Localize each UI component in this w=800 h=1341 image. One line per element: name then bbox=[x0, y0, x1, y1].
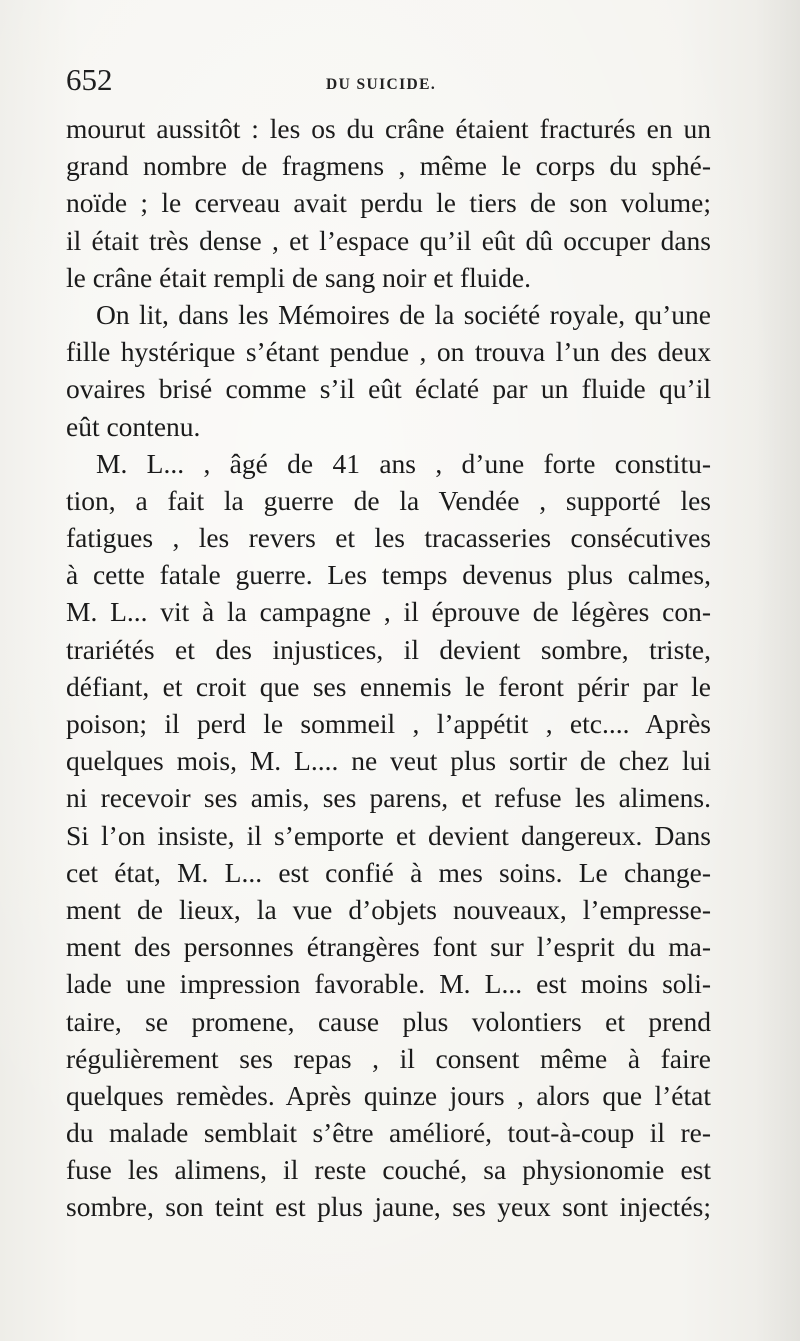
text-line: il était très dense , et l’espace qu’il eût dû occuper dans bbox=[66, 224, 711, 256]
text-line: quelques remèdes. Après quinze jours , alors que l’état bbox=[66, 1079, 711, 1111]
text-line: ment de lieux, la vue d’objets nouveaux, l’empresse- bbox=[66, 893, 711, 925]
text-line: du malade semblait s’être amélioré, tout-à-coup il re- bbox=[66, 1117, 711, 1149]
text-line: grand nombre de fragmens , même le corps du sphé- bbox=[66, 150, 711, 182]
text-line: lade une impression favorable. M. L... est moins soli- bbox=[66, 968, 711, 1000]
body-text bbox=[66, 110, 711, 1226]
text-line: tion, a fait la guerre de la Vendée , supporté les bbox=[66, 484, 711, 516]
text-line: M. L... vit à la campagne , il éprouve de légères con- bbox=[66, 596, 711, 628]
text-line: mourut aussitôt : les os du crâne étaient fracturés en un bbox=[66, 113, 711, 144]
page-number: 652 bbox=[66, 62, 113, 97]
text-line: régulièrement ses repas , il consent même à faire bbox=[66, 1042, 711, 1074]
text-line: taire, se promene, cause plus volontiers et prend bbox=[66, 1005, 711, 1037]
text-line: trariétés et des injustices, il devient sombre, triste, bbox=[66, 633, 711, 665]
paragraph-start-line: On lit, dans les Mémoires de la société royale, qu’une bbox=[96, 298, 711, 330]
text-line: fatigues , les revers et les tracasseries consécutives bbox=[66, 522, 711, 554]
text-line: eût contenu. bbox=[66, 410, 201, 442]
paragraph-start-line: M. L... , âgé de 41 ans , d’une forte constitu- bbox=[96, 447, 711, 479]
text-line: ovaires brisé comme s’il eût éclaté par un fluide qu’il bbox=[66, 373, 711, 405]
page-edge-shadow bbox=[755, 0, 800, 1341]
text-line: sombre, son teint est plus jaune, ses yeux sont injectés; bbox=[66, 1191, 711, 1223]
running-head: DU SUICIDE. bbox=[326, 76, 437, 93]
text-line: fuse les alimens, il reste couché, sa physionomie est bbox=[66, 1154, 711, 1186]
text-line: fille hystérique s’étant pendue , on trouva l’un des deux bbox=[66, 336, 711, 368]
text-line: cet état, M. L... est confié à mes soins. Le change- bbox=[66, 856, 711, 888]
text-line: noïde ; le cerveau avait perdu le tiers de son volume; bbox=[66, 187, 711, 219]
text-line: à cette fatale guerre. Les temps devenus plus calmes, bbox=[66, 559, 711, 591]
text-line: défiant, et croit que ses ennemis le feront périr par le bbox=[66, 670, 711, 702]
text-line: ni recevoir ses amis, ses parens, et refuse les alimens. bbox=[66, 782, 711, 814]
text-line: ment des personnes étrangères font sur l’esprit du ma- bbox=[66, 931, 711, 963]
text-line: quelques mois, M. L.... ne veut plus sortir de chez lui bbox=[66, 745, 711, 777]
text-line: le crâne était rempli de sang noir et fluide. bbox=[66, 261, 532, 293]
page-header bbox=[66, 62, 716, 102]
text-line: poison; il perd le sommeil , l’appétit , etc.... Après bbox=[66, 708, 711, 739]
text-line: Si l’on insiste, il s’emporte et devient dangereux. Dans bbox=[66, 819, 711, 851]
